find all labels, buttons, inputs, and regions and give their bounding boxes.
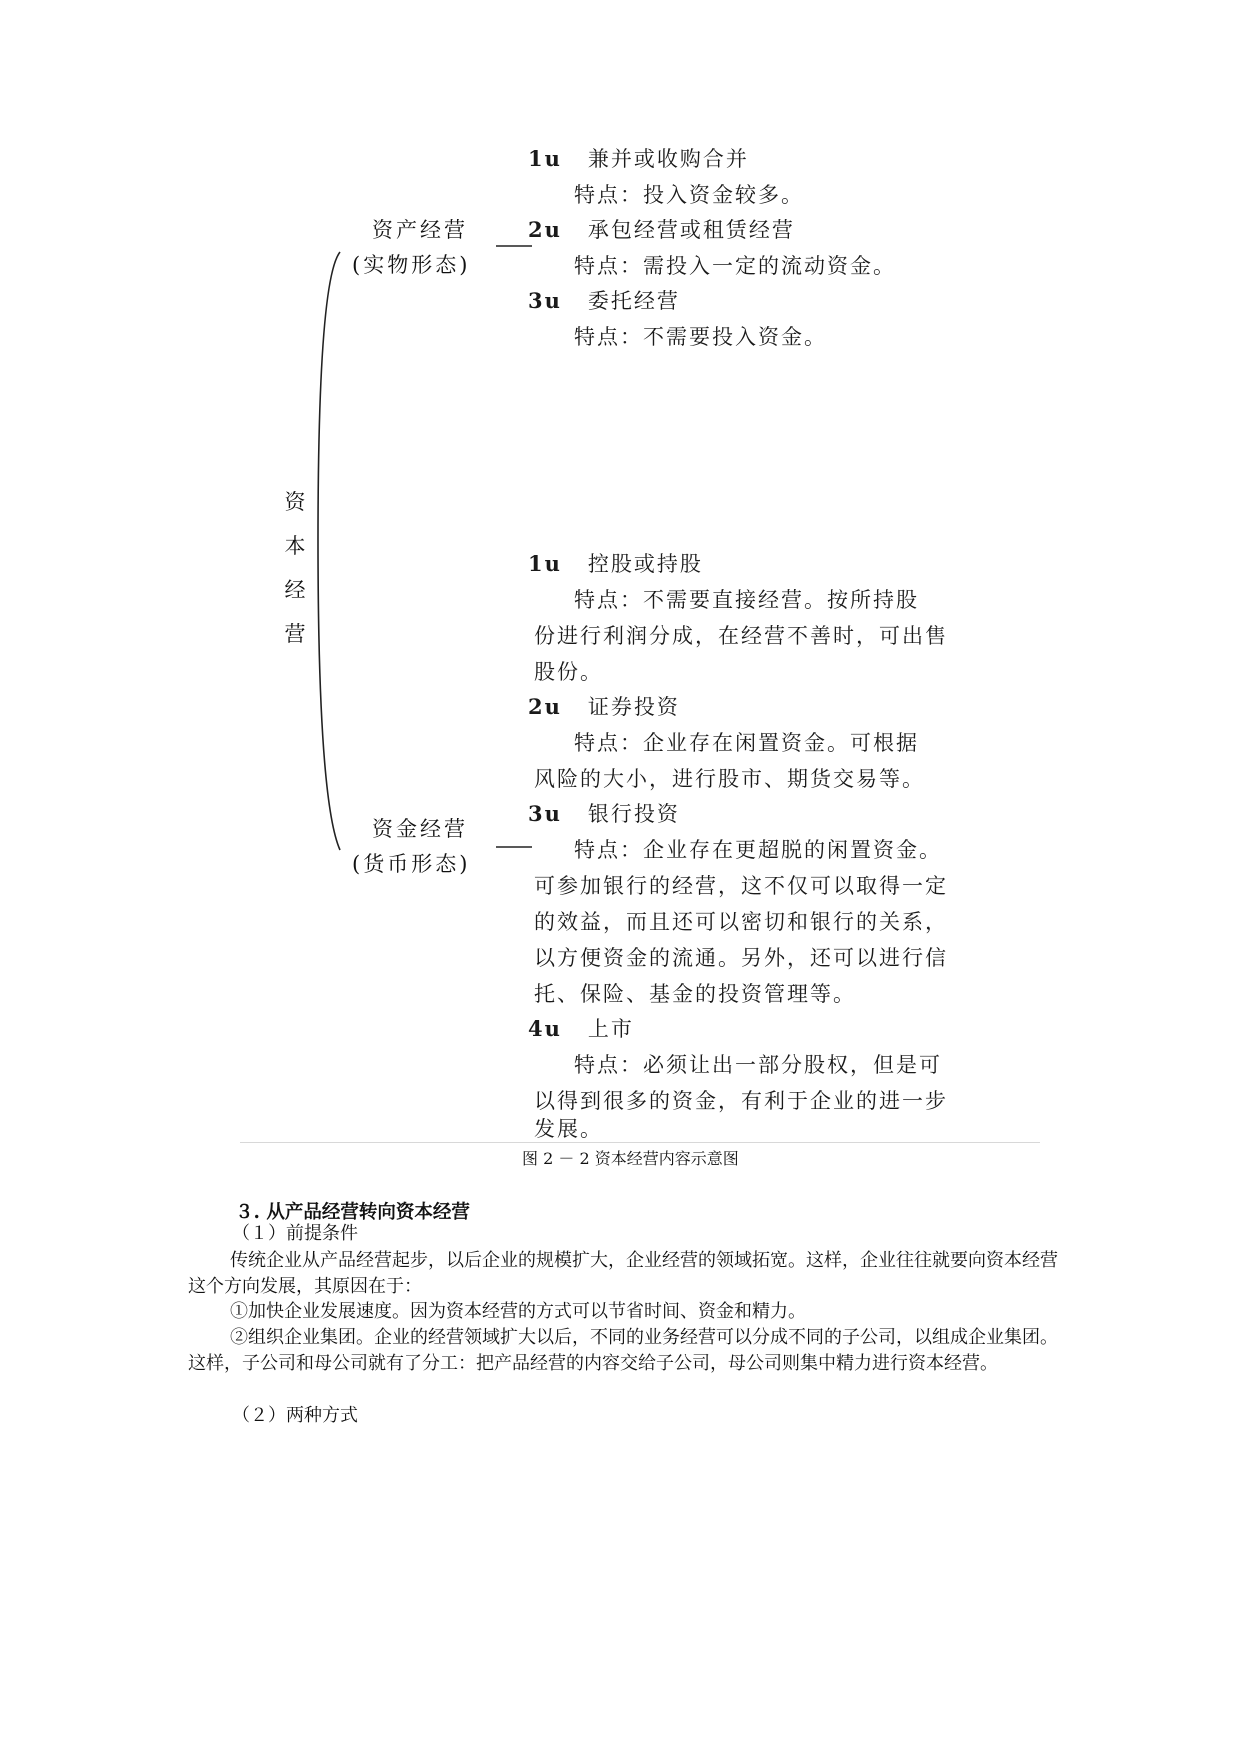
branch2-item	[528, 547, 703, 581]
item-feature: 发展。	[534, 1117, 603, 1141]
item-feature: 特点：投入资金较多。	[574, 183, 804, 207]
item-number: 3u	[528, 801, 562, 826]
branch2-item	[528, 797, 680, 831]
item-number: 4u	[528, 1016, 562, 1041]
item-title: 证券投资	[587, 695, 680, 719]
branch2-label: 资金经营	[372, 817, 468, 841]
item-title: 兼并或收购合并	[587, 147, 749, 171]
item-feature: 托、保险、基金的投资管理等。	[534, 982, 856, 1006]
item-number: 2u	[528, 694, 562, 719]
root-char: 本	[284, 534, 306, 558]
item-title: 承包经营或租赁经营	[587, 218, 795, 242]
item-feature: 以得到很多的资金，有利于企业的进一步	[534, 1089, 948, 1113]
branch2-item	[528, 1012, 634, 1046]
item-number: 2u	[528, 217, 562, 242]
item-number: 3u	[528, 288, 562, 313]
item-number: 1u	[528, 551, 562, 576]
branch1-item	[528, 284, 680, 318]
item-feature: 特点：企业存在更超脱的闲置资金。	[574, 838, 942, 862]
paragraph: ②组织企业集团。企业的经营领域扩大以后，不同的业务经营可以分成不同的子公司，以组成企业集团。这样，子公司和母公司就有了分工：把产品经营的内容交给子公司，母公司则集中精力进行资本经营。	[188, 1327, 1058, 1374]
branch1-item	[528, 142, 749, 176]
paragraph: ①加快企业发展速度。因为资本经营的方式可以节省时间、资金和精力。	[230, 1301, 806, 1322]
item-title: 控股或持股	[587, 552, 703, 576]
root-label	[280, 484, 310, 660]
root-char: 营	[284, 622, 306, 646]
subsection-heading: （１）前提条件	[232, 1223, 358, 1244]
item-title: 上市	[587, 1017, 634, 1041]
item-feature: 可参加银行的经营，这不仅可以取得一定	[534, 874, 948, 898]
branch2-sublabel: (货币形态)	[352, 852, 471, 876]
paragraph: 传统企业从产品经营起步，以后企业的规模扩大，企业经营的领域拓宽。这样，企业往往就要向资本经营这个方向发展，其原因在于：	[188, 1250, 1058, 1297]
bracket-curve	[318, 252, 340, 850]
item-feature: 特点：必须让出一部分股权，但是可	[574, 1053, 942, 1077]
item-number: 1u	[528, 146, 562, 171]
subsection-heading: （２）两种方式	[232, 1405, 358, 1426]
item-feature: 以方便资金的流通。另外，还可以进行信	[534, 946, 948, 970]
caption-divider	[240, 1142, 1040, 1143]
item-feature: 特点：不需要直接经营。按所持股	[574, 588, 919, 612]
item-feature: 风险的大小，进行股市、期货交易等。	[534, 767, 925, 791]
item-title: 委托经营	[587, 289, 680, 313]
root-char: 资	[284, 490, 306, 514]
item-feature: 特点：不需要投入资金。	[574, 325, 827, 349]
item-feature: 股份。	[534, 660, 603, 684]
item-feature: 份进行利润分成，在经营不善时，可出售	[534, 624, 948, 648]
section-heading: ３. 从产品经营转向资本经营	[235, 1202, 470, 1223]
item-feature: 的效益，而且还可以密切和银行的关系，	[534, 910, 948, 934]
branch1-sublabel: (实物形态)	[352, 253, 471, 277]
item-title: 银行投资	[587, 802, 680, 826]
branch1-item	[528, 213, 795, 247]
item-feature: 特点：需投入一定的流动资金。	[574, 254, 896, 278]
branch2-item	[528, 690, 680, 724]
item-feature: 特点：企业存在闲置资金。可根据	[574, 731, 919, 755]
figure-caption: 图 2 － 2 资本经营内容示意图	[522, 1149, 739, 1168]
branch1-label: 资产经营	[372, 218, 468, 242]
root-char: 经	[284, 578, 306, 602]
